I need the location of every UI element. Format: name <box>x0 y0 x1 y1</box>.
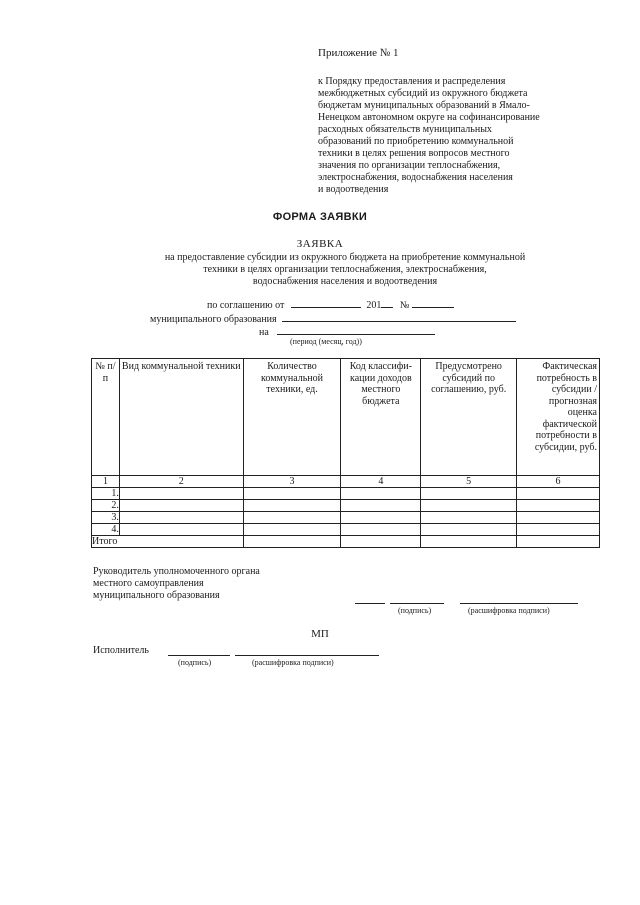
total-cell[interactable] <box>517 536 600 548</box>
column-number: 1 <box>92 476 120 488</box>
column-numbers-row <box>92 476 600 488</box>
agreement-prefix: по соглашению от <box>207 300 285 311</box>
sign-dash <box>355 603 385 604</box>
appendix-line: образований по приобретению коммунальной <box>318 136 514 147</box>
table-cell[interactable] <box>421 524 517 536</box>
stamp-label: МП <box>311 628 329 640</box>
column-header-actual: Фактическая потребность в субсидии /прогнозная оценка фактической потребности в субсидии, руб. <box>517 359 600 476</box>
total-cell[interactable] <box>341 536 421 548</box>
period-prefix: на <box>259 327 269 338</box>
total-row <box>92 536 600 548</box>
table-cell[interactable] <box>341 512 421 524</box>
total-cell[interactable] <box>421 536 517 548</box>
row-number: 1. <box>92 488 120 500</box>
table-header-row <box>92 359 600 476</box>
table-cell[interactable] <box>119 488 243 500</box>
period-field[interactable] <box>277 325 435 335</box>
column-number: 4 <box>341 476 421 488</box>
column-number: 3 <box>243 476 341 488</box>
row-number: 2. <box>92 500 120 512</box>
request-table <box>91 358 600 548</box>
appendix-line: бюджетам муниципальных образований в Ямало- <box>318 100 530 111</box>
request-title: ЗАЯВКА <box>296 238 344 250</box>
agreement-year: 201 <box>366 300 382 311</box>
table-cell[interactable] <box>517 488 600 500</box>
agreement-no-label: № <box>399 300 410 311</box>
table-cell[interactable] <box>517 524 600 536</box>
signature-block <box>93 566 260 602</box>
column-header-number: № п/п <box>92 359 120 476</box>
executor-line <box>93 645 149 656</box>
executor-sign-field[interactable] <box>168 655 230 656</box>
signature-line: Руководитель уполномоченного органа <box>93 566 260 577</box>
request-subtitle <box>115 252 575 288</box>
column-header-code: Код классифи-кации доходов местного бюджета <box>341 359 421 476</box>
executor-label: Исполнитель <box>93 645 149 656</box>
table-cell[interactable] <box>119 524 243 536</box>
appendix-line: электроснабжения, водоснабжения населения <box>318 172 513 183</box>
table-cell[interactable] <box>341 524 421 536</box>
table-cell[interactable] <box>517 500 600 512</box>
row-number: 3. <box>92 512 120 524</box>
column-number: 5 <box>421 476 517 488</box>
table-cell[interactable] <box>243 488 341 500</box>
table-row <box>92 488 600 500</box>
appendix-line: значения по организации теплоснабжения, <box>318 160 501 171</box>
column-header-quantity: Количество коммунальной техники, ед. <box>243 359 341 476</box>
row-number: 4. <box>92 524 120 536</box>
municipality-label: муниципального образования <box>150 314 277 325</box>
table-cell[interactable] <box>243 524 341 536</box>
signature-line: местного самоуправления <box>93 578 204 589</box>
column-number: 6 <box>517 476 600 488</box>
table-cell[interactable] <box>341 500 421 512</box>
decode-field[interactable] <box>460 603 578 604</box>
appendix-text <box>318 76 618 196</box>
appendix-title: Приложение № 1 <box>318 47 399 59</box>
appendix-line: Ненецком автономном округе на софинансирование <box>318 112 540 123</box>
appendix-line: техники в целях решения вопросов местного <box>318 148 510 159</box>
column-header-planned: Предусмотрено субсидий по соглашению, руб. <box>421 359 517 476</box>
table-cell[interactable] <box>119 500 243 512</box>
table-cell[interactable] <box>243 500 341 512</box>
appendix-line: к Порядку предоставления и распределения <box>318 76 506 87</box>
agreement-line <box>207 298 454 311</box>
municipality-line <box>150 312 516 325</box>
request-subtitle-line: на предоставление субсидии из окружного бюджета на приобретение коммунальной <box>164 252 526 263</box>
column-header-type: Вид коммунальной техники <box>119 359 243 476</box>
appendix-line: и водоотведения <box>318 184 389 195</box>
municipality-field[interactable] <box>282 312 516 322</box>
agreement-year-field[interactable] <box>381 298 393 308</box>
signature-line: муниципального образования <box>93 590 220 601</box>
executor-decode-hint: (расшифровка подписи) <box>252 658 334 667</box>
table-cell[interactable] <box>421 500 517 512</box>
executor-decode-field[interactable] <box>235 655 379 656</box>
table-cell[interactable] <box>421 488 517 500</box>
total-cell[interactable] <box>243 536 341 548</box>
table-cell[interactable] <box>517 512 600 524</box>
table-row <box>92 512 600 524</box>
sign-hint: (подпись) <box>398 606 432 615</box>
table-cell[interactable] <box>421 512 517 524</box>
table-cell[interactable] <box>119 512 243 524</box>
request-subtitle-line: техники в целях организации теплоснабжения, электроснабжения, <box>203 264 487 275</box>
executor-sign-hint: (подпись) <box>178 658 212 667</box>
decode-hint: (расшифровка подписи) <box>468 606 550 615</box>
appendix-line: расходных обязательств муниципальных <box>318 124 492 135</box>
sign-field[interactable] <box>390 603 444 604</box>
form-title: ФОРМА ЗАЯВКИ <box>272 211 368 223</box>
request-subtitle-line: водоснабжения населения и водоотведения <box>252 276 438 287</box>
period-hint: (период (месяц, год)) <box>290 337 362 346</box>
total-label: Итого <box>92 536 244 548</box>
column-number: 2 <box>119 476 243 488</box>
agreement-date-field[interactable] <box>291 298 361 308</box>
table-row <box>92 500 600 512</box>
agreement-number-field[interactable] <box>412 298 454 308</box>
table-cell[interactable] <box>243 512 341 524</box>
table-row <box>92 524 600 536</box>
appendix-line: межбюджетных субсидий из окружного бюджета <box>318 88 528 99</box>
table-cell[interactable] <box>341 488 421 500</box>
